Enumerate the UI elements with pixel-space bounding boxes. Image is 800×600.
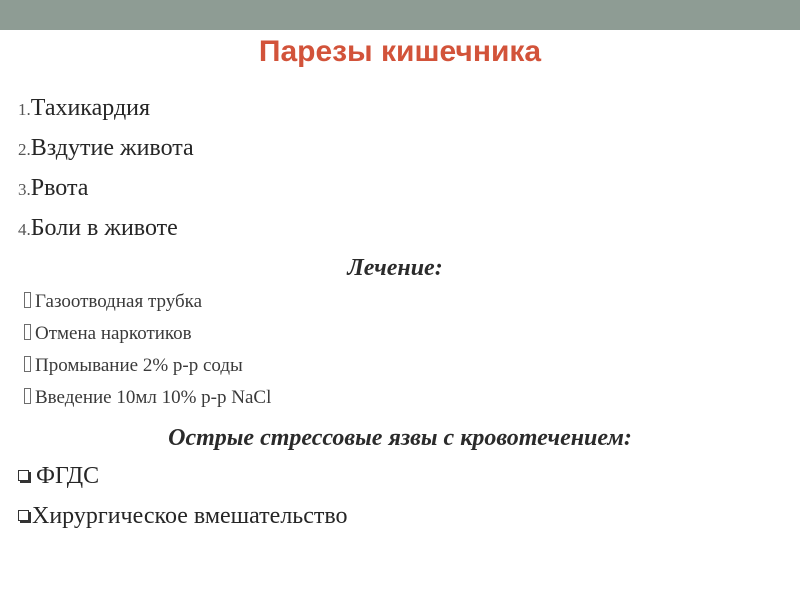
item-text: Рвота: [30, 175, 89, 201]
item-text: Хирургическое вмешательство: [32, 503, 348, 529]
missing-glyph-bullet-icon: [24, 388, 31, 404]
item-text: Боли в животе: [30, 215, 178, 241]
missing-glyph-bullet-icon: [24, 324, 31, 340]
list-item: [24, 286, 271, 318]
ulcer-treatment-list: [18, 456, 348, 536]
item-number: 3.: [18, 180, 31, 199]
item-number: 2.: [18, 140, 31, 159]
item-text: Тахикардия: [30, 95, 151, 121]
item-text: Введение 10мл 10% р-р NaCl: [35, 387, 272, 408]
list-item: [18, 88, 194, 128]
list-item: [24, 350, 271, 382]
missing-glyph-bullet-icon: [24, 356, 31, 372]
checkbox-bullet-icon: [18, 470, 29, 481]
list-item: [24, 318, 271, 350]
list-item: [24, 382, 271, 414]
treatment-list: [24, 286, 271, 414]
item-text: Газоотводная трубка: [35, 291, 203, 312]
checkbox-bullet-icon: [18, 510, 29, 521]
ulcer-heading: Острые стрессовые язвы с кровотечением:: [168, 425, 632, 451]
list-item: [18, 456, 348, 496]
treatment-heading: Лечение:: [347, 255, 443, 281]
list-item: [18, 168, 194, 208]
list-item: [18, 496, 348, 536]
symptom-list: [18, 88, 194, 248]
item-text: ФГДС: [36, 463, 100, 489]
missing-glyph-bullet-icon: [24, 292, 31, 308]
item-text: Промывание 2% р-р соды: [35, 355, 243, 376]
item-text: Отмена наркотиков: [35, 323, 192, 344]
slide-title: Парезы кишечника: [258, 35, 542, 68]
item-text: Вздутие живота: [30, 135, 194, 161]
item-number: 1.: [18, 100, 31, 119]
list-item: [18, 208, 194, 248]
item-number: 4.: [18, 220, 31, 239]
list-item: [18, 128, 194, 168]
top-accent-bar: [0, 0, 800, 30]
